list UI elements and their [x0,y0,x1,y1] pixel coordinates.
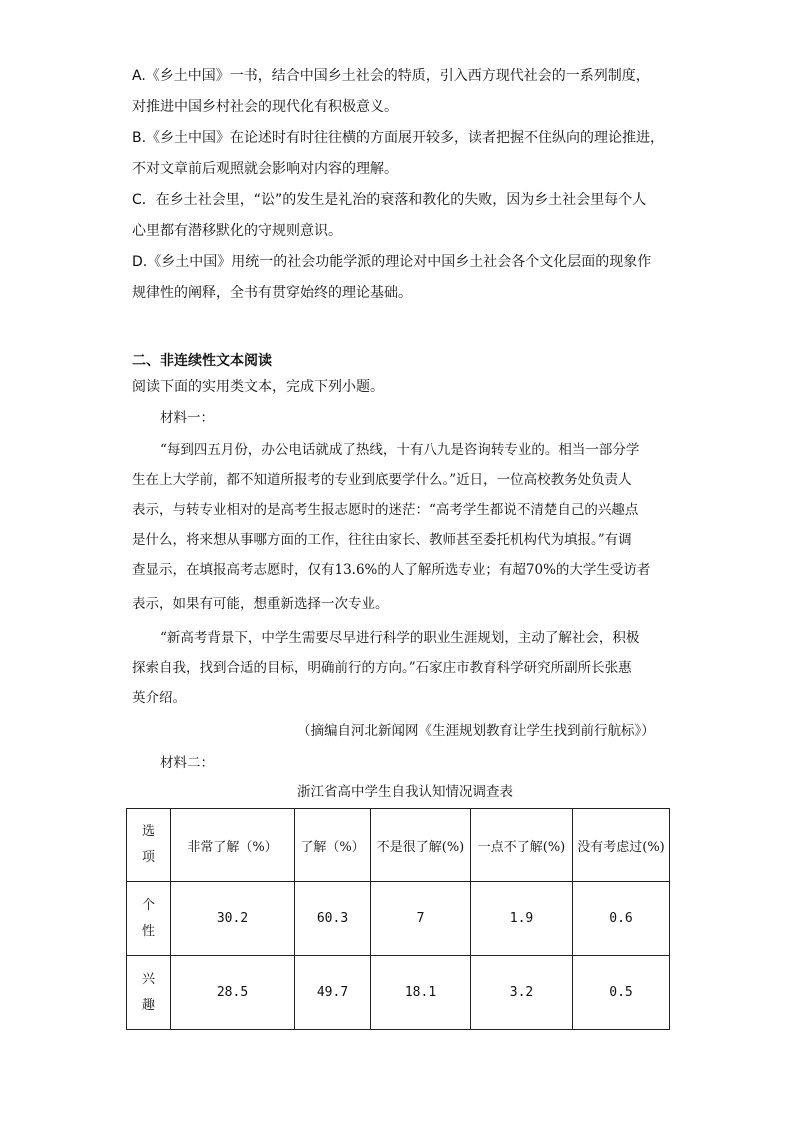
material-one-p1-line-6: 表示，如果有可能，想重新选择一次专业。 [132,596,389,612]
table-cell: 1.9 [471,882,573,956]
table-cell: 3.2 [471,956,573,1030]
row-label-personality: 个性 [127,882,171,956]
header-cell-familiar: 了解（%） [295,809,371,882]
table-cell: 18.1 [371,956,471,1030]
table-cell: 28.5 [171,956,295,1030]
option-a-line-2: 对推进中国乡村社会的现代化有积极意义。 [132,99,398,115]
table-header-row [127,809,670,882]
option-a-line-1: A.《乡土中国》一书，结合中国乡土社会的特质，引入西方现代社会的一系列制度， [132,68,650,84]
header-cell-very-familiar: 非常了解（%） [171,809,295,882]
table-cell: 49.7 [295,956,371,1030]
material-one-p2-line-2: 探索自我，找到合适的目标，明确前行的方向。”石家庄市教育科学研究所副所长张惠 [132,660,632,676]
header-cell-never-considered: 没有考虑过(%) [573,809,670,882]
material-one-p1-line-3: 表示，与转专业相对的是高考生报志愿时的迷茫：“高考学生都说不清楚自己的兴趣点 [132,502,639,518]
row-label-interest: 兴趣 [127,956,171,1030]
table-cell: 0.6 [573,882,670,956]
material-one-p1-line-5: 查显示，在填报高考志愿时，仅有13.6%的人了解所选专业；有超70%的大学生受访者 [132,562,651,578]
option-b-line-2: 不对文章前后观照就会影响对内容的理解。 [132,161,398,177]
material-one-p1-line-1: “每到四五月份，办公电话就成了热线，十有八九是咨询转专业的。相当一部分学 [160,442,640,458]
material-one-p1-line-4: 是什么，将来想从事哪方面的工作，往往由家长、教师甚至委托机构代为填报。”有调 [132,532,632,548]
material-one-p1-line-2: 生在上大学前，都不知道所报考的专业到底要学什么。”近日，一位高校教务处负责人 [132,472,632,488]
material-one-source: （摘编自河北新闻网《生涯规划教育让学生找到前行航标》） [297,723,655,739]
material-one-p2-line-3: 英介绍。 [132,690,186,706]
table-row-interest [127,956,670,1030]
table-title: 浙江省高中学生自我认知情况调查表 [297,784,513,800]
option-b-line-1: B.《乡土中国》在论述时有时往往横的方面展开较多，读者把握不住纵向的理论推进， [132,130,665,146]
option-c-line-2: 心里都有潜移默化的守规则意识。 [132,223,342,239]
table-cell: 60.3 [295,882,371,956]
header-cell-not-very-familiar: 不是很了解(%) [371,809,471,882]
header-cell-not-familiar-at-all: 一点不了解(%) [471,809,573,882]
table-cell: 0.5 [573,956,670,1030]
material-two-label: 材料二： [160,755,214,771]
section-instruction: 阅读下面的实用类文本，完成下列小题。 [132,379,384,395]
survey-table [126,808,670,1030]
option-d-line-2: 规律性的阐释，全书有贯穿始终的理论基础。 [132,285,412,301]
header-cell-option: 选项 [127,809,171,882]
table-row-personality [127,882,670,956]
table-cell: 30.2 [171,882,295,956]
material-one-label: 材料一： [160,410,214,426]
option-c-line-1: C．在乡土社会里，“讼”的发生是礼治的衰落和教化的失败，因为乡土社会里每个人 [132,192,647,208]
table-cell: 7 [371,882,471,956]
material-one-p2-line-1: “新高考背景下，中学生需要尽早进行科学的职业生涯规划，主动了解社会，积极 [160,630,640,646]
option-d-line-1: D.《乡土中国》用统一的社会功能学派的理论对中国乡土社会各个文化层面的现象作 [132,254,652,270]
section-heading: 二、非连续性文本阅读 [132,353,272,369]
